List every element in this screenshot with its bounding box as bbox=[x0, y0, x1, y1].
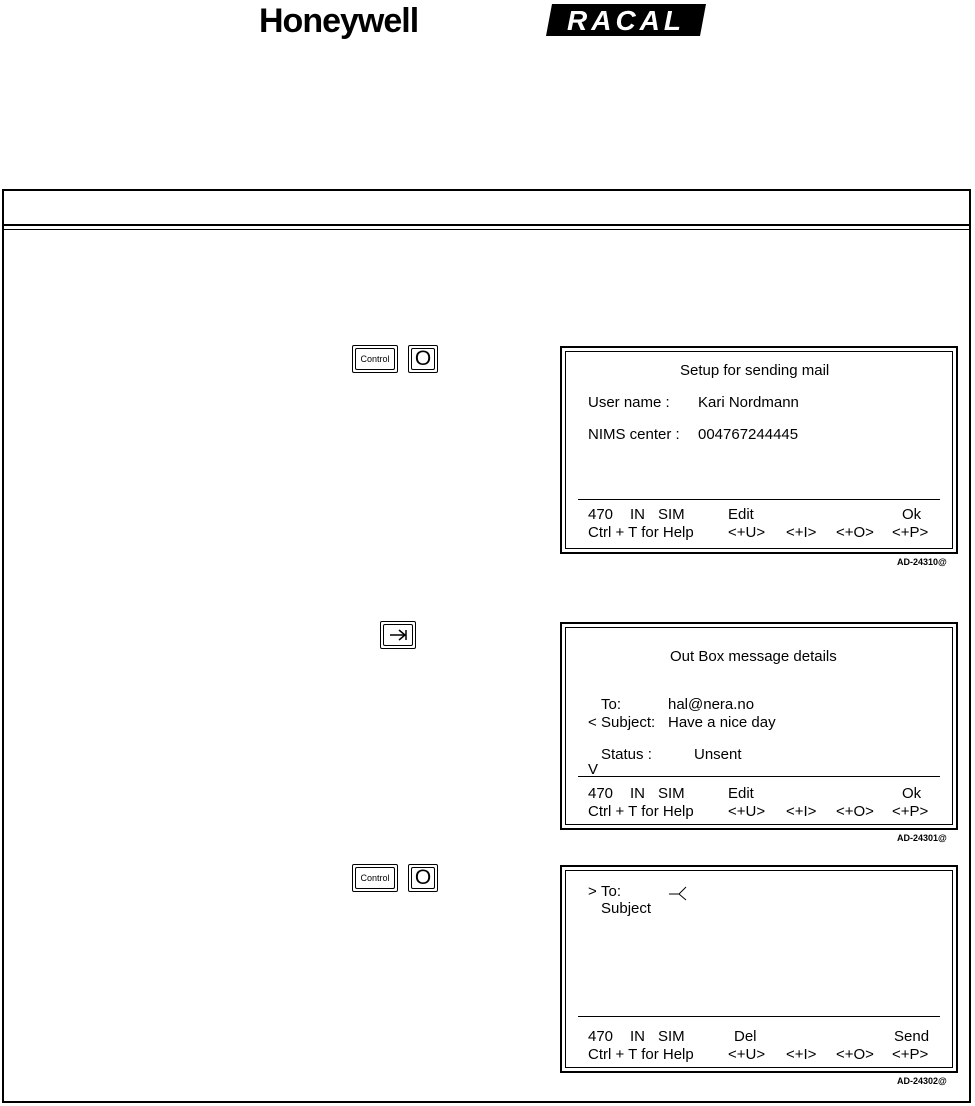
status-divider bbox=[578, 776, 940, 777]
frame-divider bbox=[4, 229, 969, 230]
key-hint-p: <+P> bbox=[892, 803, 929, 820]
screen-title: Setup for sending mail bbox=[680, 362, 830, 379]
to-label: To: bbox=[601, 883, 622, 900]
softkey-left: Del bbox=[734, 1028, 757, 1045]
frame-divider bbox=[4, 224, 969, 226]
scroll-marker: V bbox=[588, 761, 599, 778]
screen-outbox-details bbox=[560, 622, 958, 830]
key-hint-o: <+O> bbox=[836, 524, 874, 541]
status-value: Unsent bbox=[694, 746, 742, 763]
key-hint-i: <+I> bbox=[786, 803, 817, 820]
screen-title: Out Box message details bbox=[670, 648, 837, 665]
softkey-right: Ok bbox=[902, 506, 922, 523]
softkey-left: Edit bbox=[728, 785, 754, 802]
to-marker: > bbox=[588, 883, 597, 900]
user-name-value: Kari Nordmann bbox=[698, 394, 799, 411]
softkey-left: Edit bbox=[728, 506, 754, 523]
to-value: hal@nera.no bbox=[668, 696, 755, 713]
softkey-right: Send bbox=[894, 1028, 930, 1045]
status-unit: 470 bbox=[588, 785, 614, 802]
status-divider bbox=[578, 1016, 940, 1017]
status-card: SIM bbox=[658, 785, 685, 802]
help-text: Ctrl + T for Help bbox=[588, 1046, 694, 1063]
racal-logo bbox=[546, 4, 706, 36]
control-key-1: Control bbox=[352, 345, 398, 373]
key-hint-p: <+P> bbox=[892, 524, 929, 541]
subject-label: Subject bbox=[601, 900, 652, 917]
key-hint-i: <+I> bbox=[786, 524, 817, 541]
status-divider bbox=[578, 499, 940, 500]
help-text: Ctrl + T for Help bbox=[588, 524, 694, 541]
honeywell-logo: Honeywell bbox=[259, 2, 419, 40]
key-hint-u: <+U> bbox=[728, 803, 766, 820]
subject-value: Have a nice day bbox=[668, 714, 776, 731]
status-mode: IN bbox=[630, 1028, 645, 1045]
nims-center-label: NIMS center : bbox=[588, 426, 680, 443]
help-text: Ctrl + T for Help bbox=[588, 803, 694, 820]
key-hint-u: <+U> bbox=[728, 524, 766, 541]
key-hint-i: <+I> bbox=[786, 1046, 817, 1063]
status-mode: IN bbox=[630, 506, 645, 523]
user-name-label: User name : bbox=[588, 394, 670, 411]
right-arrow-key bbox=[380, 621, 416, 649]
status-unit: 470 bbox=[588, 1028, 614, 1045]
softkey-right: Ok bbox=[902, 785, 922, 802]
figure-ref: AD-24302@ bbox=[897, 1076, 947, 1086]
right-arrow-icon bbox=[387, 627, 409, 643]
screen-setup-mail bbox=[560, 346, 958, 554]
key-hint-o: <+O> bbox=[836, 1046, 874, 1063]
figure-ref: AD-24301@ bbox=[897, 833, 947, 843]
to-label: To: bbox=[601, 696, 622, 713]
status-mode: IN bbox=[630, 785, 645, 802]
status-card: SIM bbox=[658, 506, 685, 523]
subject-marker: < bbox=[588, 714, 597, 731]
screen-new-mail bbox=[560, 865, 958, 1073]
figure-ref: AD-24310@ bbox=[897, 557, 947, 567]
nims-center-value: 004767244445 bbox=[698, 426, 799, 443]
key-hint-u: <+U> bbox=[728, 1046, 766, 1063]
svg-text:RACAL: RACAL bbox=[567, 5, 685, 36]
o-key-1: O bbox=[408, 345, 438, 373]
control-key-2: Control bbox=[352, 864, 398, 892]
status-unit: 470 bbox=[588, 506, 614, 523]
subject-label: Subject: bbox=[601, 714, 656, 731]
status-label: Status : bbox=[601, 746, 652, 763]
key-hint-p: <+P> bbox=[892, 1046, 929, 1063]
o-key-2: O bbox=[408, 864, 438, 892]
key-hint-o: <+O> bbox=[836, 803, 874, 820]
status-card: SIM bbox=[658, 1028, 685, 1045]
text-cursor-icon bbox=[668, 885, 690, 901]
